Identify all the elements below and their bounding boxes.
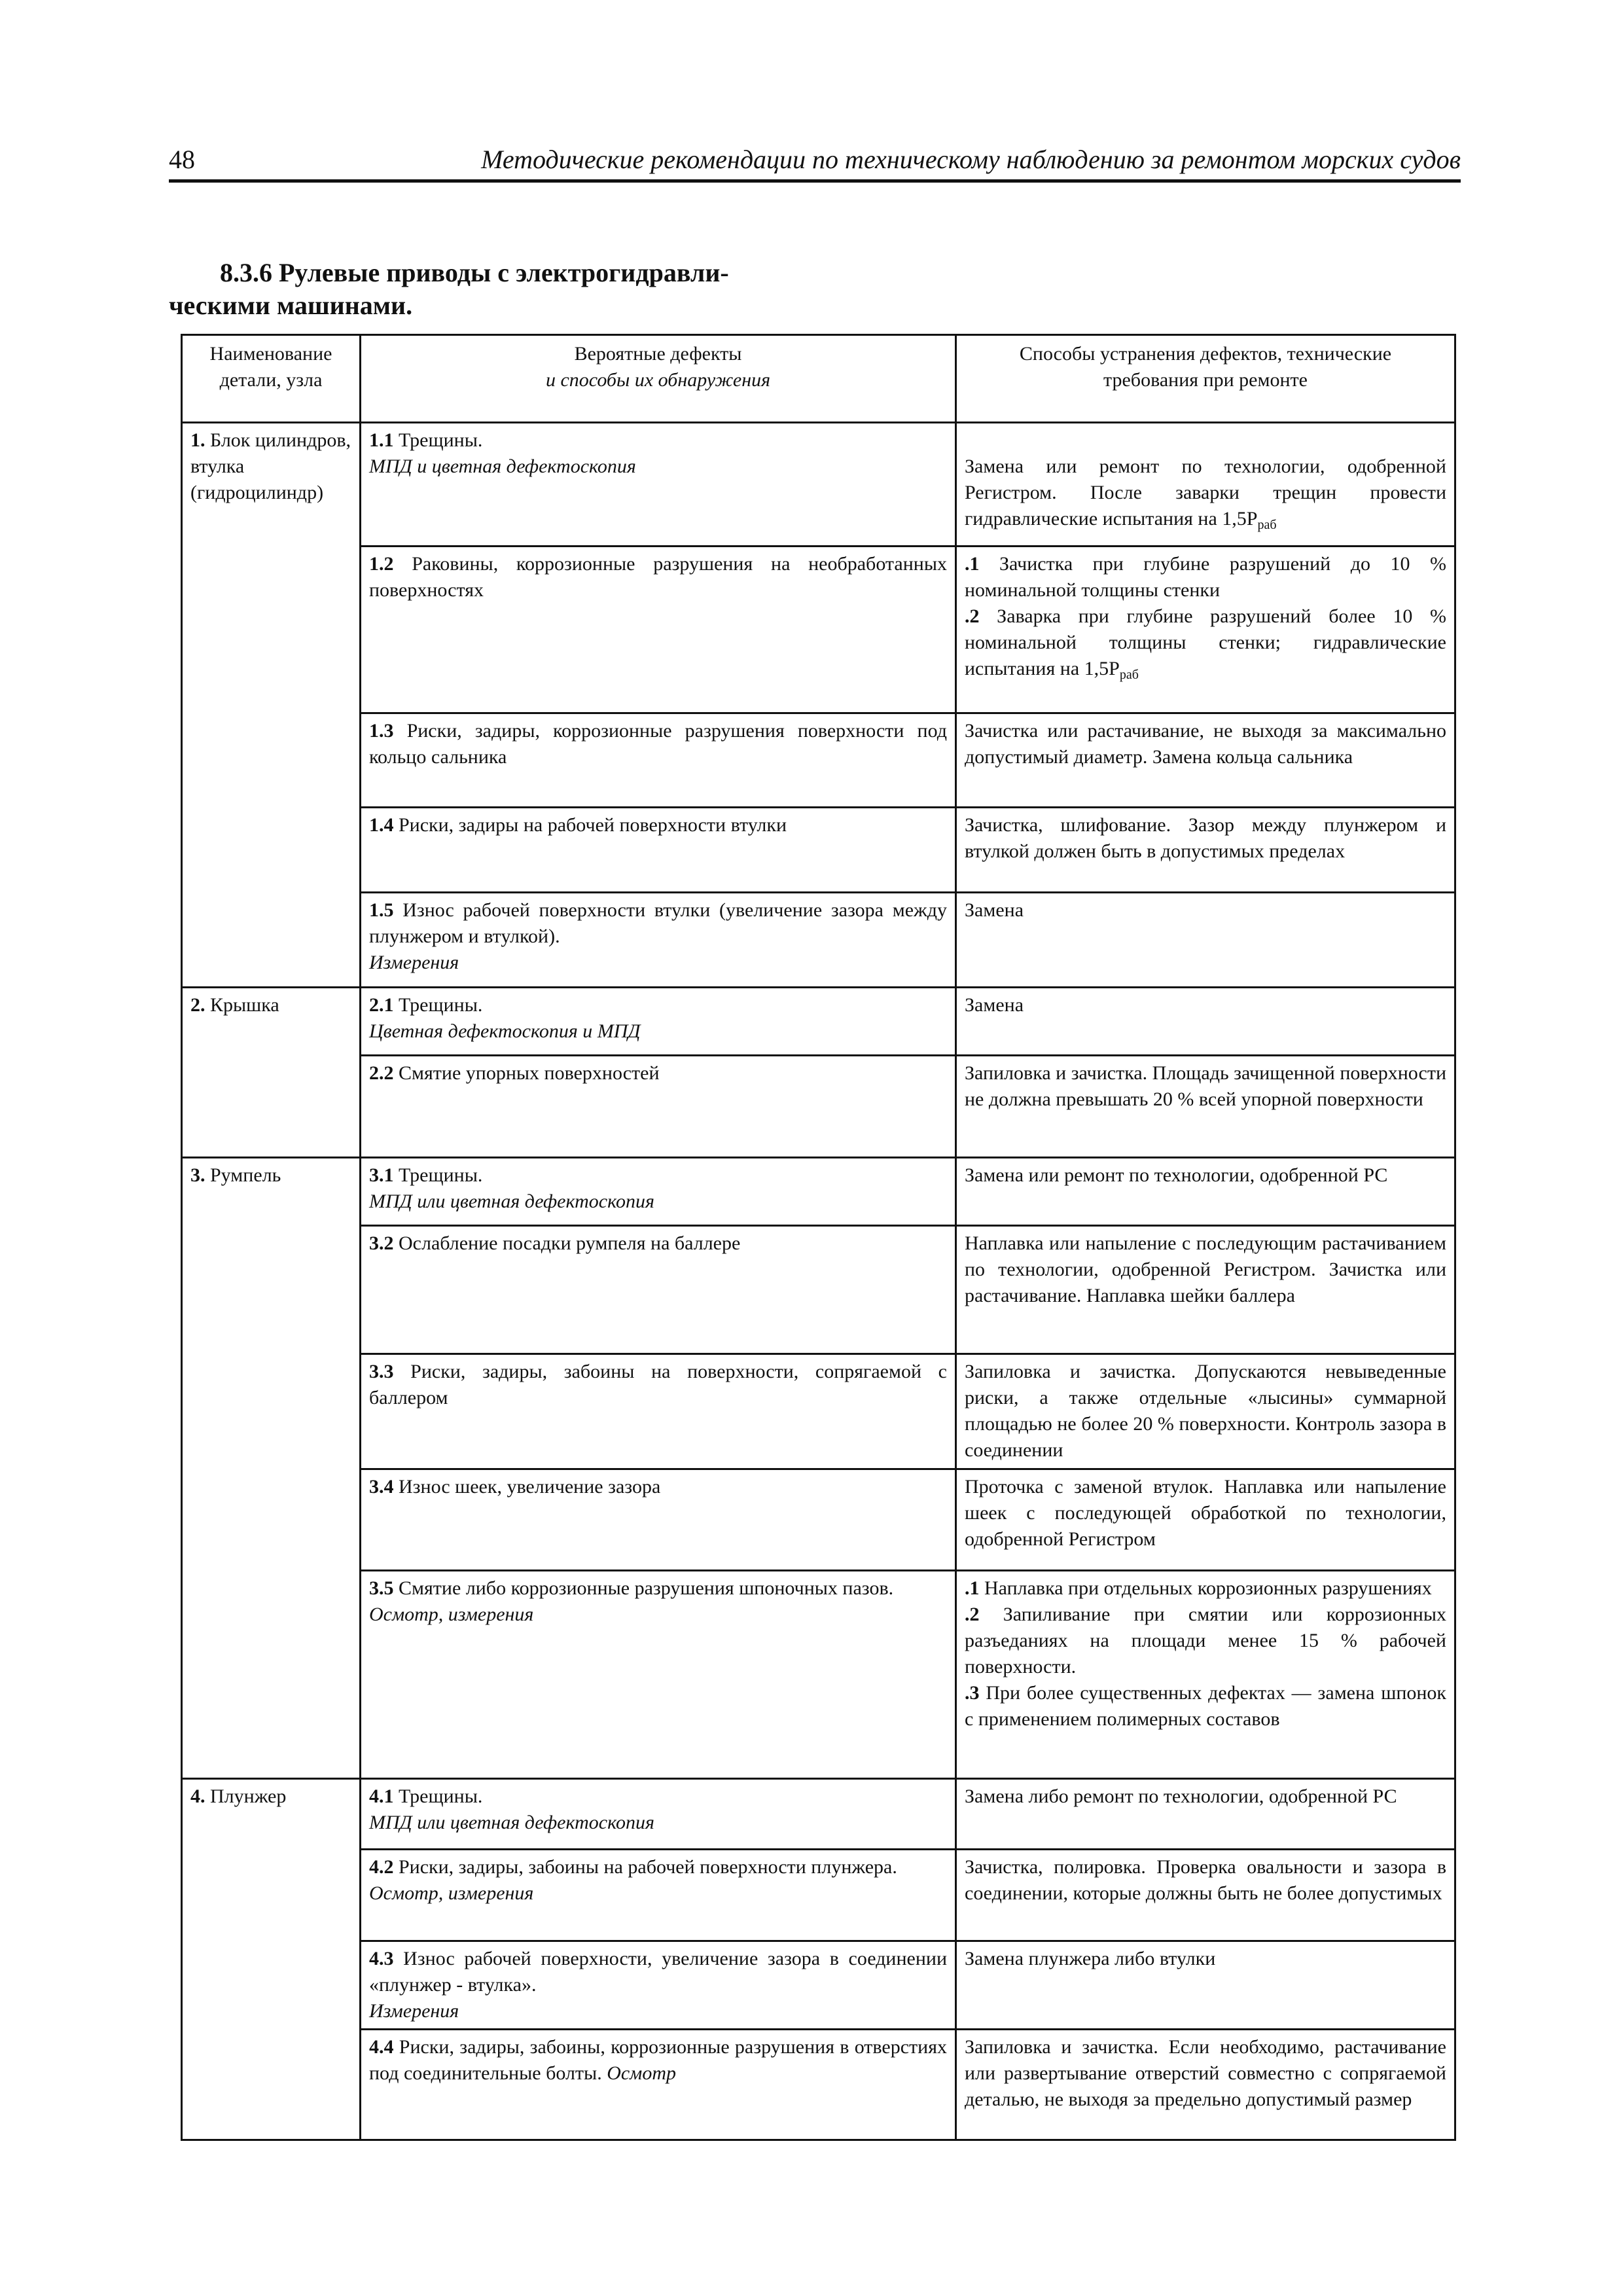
defect-cell: 1.5 Износ рабочей поверхности втулки (увеличение зазора между плунжером и втулкой). Измерения xyxy=(361,893,956,988)
fix-cell: Наплавка или напыление с последующим растачиванием по технологии, одобренной Регистром. Зачистка или растачивание. Наплавка шейки баллера xyxy=(956,1226,1455,1354)
defect-cell: 1.2 Раковины, коррозионные разрушения на необработанных поверхностях xyxy=(361,547,956,713)
table-row xyxy=(182,893,1455,988)
header-part xyxy=(182,335,361,423)
fix-cell: Замена плунжера либо втулки xyxy=(956,1941,1455,2030)
defect-cell: 1.3 Риски, задиры, коррозионные разрушения поверхности под кольцо сальника xyxy=(361,713,956,808)
page-number: 48 xyxy=(169,145,195,174)
fix-cell: Замена либо ремонт по технологии, одобренной РС xyxy=(956,1779,1455,1850)
part-cell: 2. Крышка xyxy=(182,988,361,1158)
section-title-line2: ческими машинами. xyxy=(169,291,413,320)
defect-cell: 3.4 Износ шеек, увеличение зазора xyxy=(361,1469,956,1571)
table-row xyxy=(182,808,1455,893)
table-row xyxy=(182,713,1455,808)
defect-cell: 2.1 Трещины. Цветная дефектоскопия и МПД xyxy=(361,988,956,1056)
fix-cell: Замена или ремонт по технологии, одобренной Регистром. После заварки трещин провести гидравлические испытания на $1,5P_{раб}$ xyxy=(956,423,1455,547)
defect-cell: 3.5 Смятие либо коррозионные разрушения шпоночных пазов. Осмотр, измерения xyxy=(361,1571,956,1779)
header-part-line2: детали, узла xyxy=(219,369,323,391)
fix-cell: Запиловка и зачистка. Допускаются невыведенные риски, а также отдельные «лысины» суммарной площадью не более 20 % поверхности. Контроль зазора в соединении xyxy=(956,1354,1455,1469)
part-cell: 3. Румпель xyxy=(182,1158,361,1779)
table-row xyxy=(182,1571,1455,1779)
table-row xyxy=(182,1941,1455,2030)
section-title-line1: 8.3.6 Рулевые приводы с электрогидравли- xyxy=(220,258,729,287)
header-fix xyxy=(956,335,1455,423)
table-row xyxy=(182,1354,1455,1469)
fix-cell: Замена xyxy=(956,893,1455,988)
defect-cell: 2.2 Смятие упорных поверхностей xyxy=(361,1056,956,1158)
fix-cell: Запиловка и зачистка. Площадь зачищенной поверхности не должна превышать 20 % всей упорной поверхности xyxy=(956,1056,1455,1158)
header-fix-line1: Способы устранения дефектов, технические xyxy=(1019,343,1392,365)
header-defect-line1: Вероятные дефекты xyxy=(574,343,742,365)
fix-cell: Зачистка или растачивание, не выходя за максимально допустимый диаметр. Замена кольца сальника xyxy=(956,713,1455,808)
table-row xyxy=(182,1056,1455,1158)
defect-cell: 4.3 Износ рабочей поверхности, увеличение зазора в соединении «плунжер - втулка». Измерения xyxy=(361,1941,956,2030)
defect-cell: 1.1 Трещины. МПД и цветная дефектоскопия xyxy=(361,423,956,547)
header-part-line1: Наименование xyxy=(209,343,332,365)
defect-cell: 1.4 Риски, задиры на рабочей поверхности втулки xyxy=(361,808,956,893)
fix-cell: Замена xyxy=(956,988,1455,1056)
fix-cell: Зачистка, полировка. Проверка овальности и зазора в соединении, которые должны быть не более допустимых xyxy=(956,1850,1455,1941)
table-row xyxy=(182,988,1455,1056)
table-row xyxy=(182,2030,1455,2140)
fix-cell: .1 Зачистка при глубине разрушений до 10 % номинальной толщины стенки .2 Заварка при глубине разрушений более 10 % номинальной толщины стенки; гидравлические испытания на $1,5P_{раб}$ xyxy=(956,547,1455,713)
fix-cell: .1 Наплавка при отдельных коррозионных разрушениях .2 Запиливание при смятии или коррозионных разъеданиях на площади менее 15 % рабочей поверхности. .3 При более существенных дефектах — замена шпонок с применением полимерных составов xyxy=(956,1571,1455,1779)
defects-table xyxy=(181,334,1456,2141)
fix-cell: Запиловка и зачистка. Если необходимо, растачивание или развертывание отверстий совместно с сопрягаемой деталью, не выходя за предельно допустимый размер xyxy=(956,2030,1455,2140)
defect-cell: 3.2 Ослабление посадки румпеля на баллере xyxy=(361,1226,956,1354)
table-header-row xyxy=(182,335,1455,423)
header-fix-line2: требования при ремонте xyxy=(1103,369,1308,391)
section-title xyxy=(169,257,797,322)
table-row xyxy=(182,1469,1455,1571)
header-defect-line2: и способы их обнаружения xyxy=(545,369,771,391)
table-row xyxy=(182,1226,1455,1354)
header-defect xyxy=(361,335,956,423)
defect-cell: 4.2 Риски, задиры, забоины на рабочей поверхности плунжера. Осмотр, измерения xyxy=(361,1850,956,1941)
fix-cell: Зачистка, шлифование. Зазор между плунжером и втулкой должен быть в допустимых пределах xyxy=(956,808,1455,893)
fix-cell: Замена или ремонт по технологии, одобренной РС xyxy=(956,1158,1455,1226)
part-cell: 4. Плунжер xyxy=(182,1779,361,2140)
defect-cell: 3.1 Трещины. МПД или цветная дефектоскопия xyxy=(361,1158,956,1226)
table-row xyxy=(182,423,1455,547)
table-row xyxy=(182,1779,1455,1850)
part-cell: 1. Блок цилиндров, втулка (гидроцилиндр) xyxy=(182,423,361,988)
page-header xyxy=(169,139,1461,183)
defect-cell: 3.3 Риски, задиры, забоины на поверхности, сопрягаемой с баллером xyxy=(361,1354,956,1469)
fix-cell: Проточка с заменой втулок. Наплавка или напыление шеек с последующей обработкой по технологии, одобренной Регистром xyxy=(956,1469,1455,1571)
defect-cell: 4.1 Трещины. МПД или цветная дефектоскопия xyxy=(361,1779,956,1850)
table-row xyxy=(182,1158,1455,1226)
table-row xyxy=(182,547,1455,713)
defect-cell: 4.4 Риски, задиры, забоины, коррозионные разрушения в отверстиях под соединительные болты. Осмотр xyxy=(361,2030,956,2140)
table-row xyxy=(182,1850,1455,1941)
running-title: Методические рекомендации по техническому наблюдению за ремонтом морских судов xyxy=(481,145,1461,174)
